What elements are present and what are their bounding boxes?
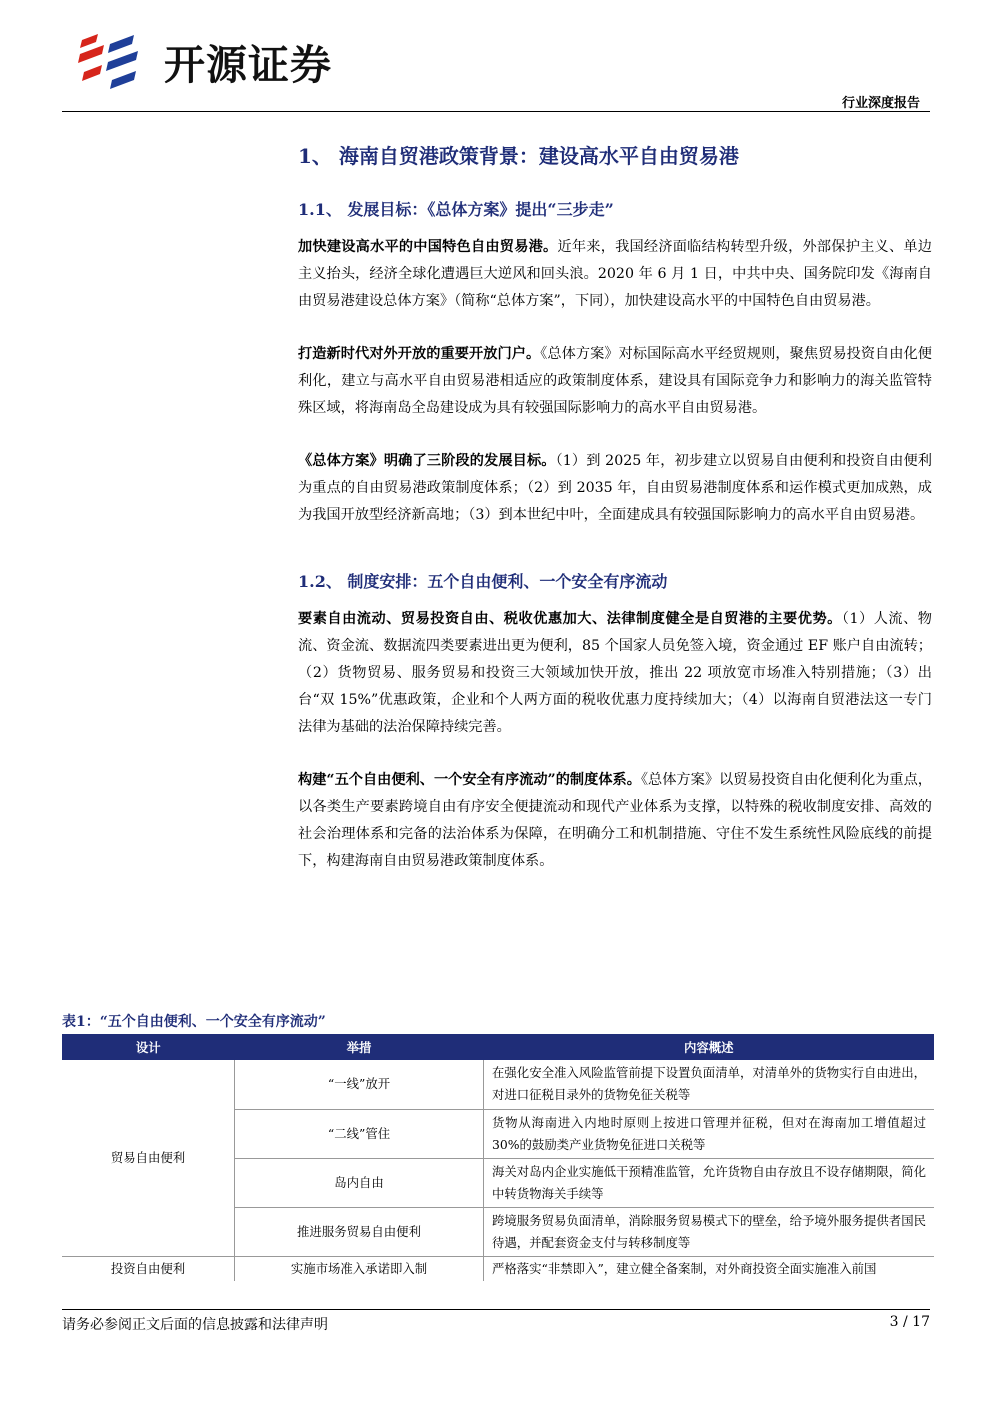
paragraph-lead: 加快建设高水平的中国特色自由贸易港。: [298, 239, 558, 255]
table-measure-cell: “一线”放开: [235, 1060, 484, 1109]
table-header-cell: 设计: [62, 1034, 235, 1060]
page-number: 3 / 17: [889, 1314, 930, 1330]
paragraph-lead: 构建“五个自由便利、一个安全有序流动”的制度体系。: [298, 772, 641, 788]
section-1-title: 1、 海南自贸港政策背景：建设高水平自由贸易港: [298, 144, 739, 168]
table-row: [62, 1060, 934, 1109]
report-type-label: 行业深度报告: [841, 96, 920, 111]
table-content-cell: 跨境服务贸易负面清单，消除服务贸易模式下的壁垒，给予境外服务提供者国民待遇，并配套资金支付与转移制度等: [484, 1207, 935, 1256]
table-content-cell: 海关对岛内企业实施低干预精准监管，允许货物自由存放且不设存储期限，简化中转货物海关手续等: [484, 1158, 935, 1207]
paragraph-lead: 要素自由流动、贸易投资自由、税收优惠加大、法律制度健全是自贸港的主要优势。: [298, 611, 842, 627]
footer-divider: [62, 1309, 930, 1310]
main-content: [298, 130, 932, 875]
paragraph: [298, 341, 932, 422]
company-name: 开源证券: [164, 41, 332, 89]
company-logo: [78, 30, 368, 92]
table-measure-cell: 推进服务贸易自由便利: [235, 1207, 484, 1256]
table-group-cell: 贸易自由便利: [62, 1060, 235, 1256]
paragraph: [298, 448, 932, 529]
header-divider: [62, 111, 930, 112]
paragraph-lead: 打造新时代对外开放的重要开放门户。: [298, 346, 541, 362]
paragraph-body: 近年来，我国经济面临结构转型升级，外部保护主义、单边主义抬头，经济全球化遭遇巨大逆风和回头浪。2020 年 6 月 1 日，中共中央、国务院印发《海南自由贸易港建设总体方案》（简称“总体方案”，下同），加快建设高水平的中国特色自由贸易港。: [298, 239, 932, 309]
table-measure-cell: 实施市场准入承诺即入制: [235, 1256, 484, 1281]
section-1-2-title: 1.2、 制度安排：五个自由便利、一个安全有序流动: [298, 572, 668, 591]
table-measure-cell: 岛内自由: [235, 1158, 484, 1207]
paragraph: [298, 234, 932, 315]
paragraph-body: 《总体方案》以贸易投资自由化便利化为重点，以各类生产要素跨境自由有序安全便捷流动和现代产业体系为支撑，以特殊的税收制度安排、高效的社会治理体系和完备的法治体系为保障，在明确分工和机制措施、守住不发生系统性风险底线的前提下，构建海南自由贸易港政策制度体系。: [298, 772, 932, 869]
table-header-cell: 内容概述: [484, 1034, 935, 1060]
paragraph-body: 《总体方案》对标国际高水平经贸规则，聚焦贸易投资自由化便利化，建立与高水平自由贸易港相适应的政策制度体系，建设具有国际竞争力和影响力的海关监管特殊区域，将海南岛全岛建设成为具有较强国际影响力的高水平自由贸易港。: [298, 346, 932, 416]
table-measure-cell: “二线”管住: [235, 1109, 484, 1158]
section-1-1-title: 1.1、 发展目标：《总体方案》提出“三步走”: [298, 200, 614, 219]
table-content-cell: 货物从海南进入内地时原则上按进口管理并征税，但对在海南加工增值超过30%的鼓励类产业货物免征进口关税等: [484, 1109, 935, 1158]
paragraph-body: （1）人流、物流、资金流、数据流四类要素进出更为便利，85 个国家人员免签入境，资金通过 EF 账户自由流转；（2）货物贸易、服务贸易和投资三大领域加快开放，推出 22 项放宽市场准入特别措施；（3）出台“双 15%”优惠政策，企业和个人两方面的税收优惠力度持续加大；（4）以海南自贸港法这一专门法律为基础的法治保障持续完善。: [298, 611, 932, 735]
footer-disclaimer: 请务必参阅正文后面的信息披露和法律声明: [62, 1317, 328, 1333]
paragraph-lead: 《总体方案》明确了三阶段的发展目标。: [298, 453, 556, 469]
table-group-cell: 投资自由便利: [62, 1256, 235, 1281]
table-content-cell: 严格落实“非禁即入”，建立健全备案制，对外商投资全面实施准入前国: [484, 1256, 935, 1281]
paragraph: [298, 767, 932, 875]
paragraph-body: （1）到 2025 年，初步建立以贸易自由便利和投资自由便利为重点的自由贸易港政策制度体系；（2）到 2035 年，自由贸易港制度体系和运作模式更加成熟，成为我国开放型经济新高地；（3）到本世纪中叶，全面建成具有较强国际影响力的高水平自由贸易港。: [298, 453, 932, 523]
table-header-row: [62, 1034, 934, 1060]
table-row: [62, 1256, 934, 1281]
table-caption: 表1：“五个自由便利、一个安全有序流动”: [62, 1014, 326, 1030]
table-header-cell: 举措: [235, 1034, 484, 1060]
kaiyuan-logo-icon: [78, 30, 156, 92]
paragraph: [298, 606, 932, 741]
policy-table: [62, 1034, 934, 1281]
table-content-cell: 在强化安全准入风险监管前提下设置负面清单，对清单外的货物实行自由进出，对进口征税目录外的货物免征关税等: [484, 1060, 935, 1109]
